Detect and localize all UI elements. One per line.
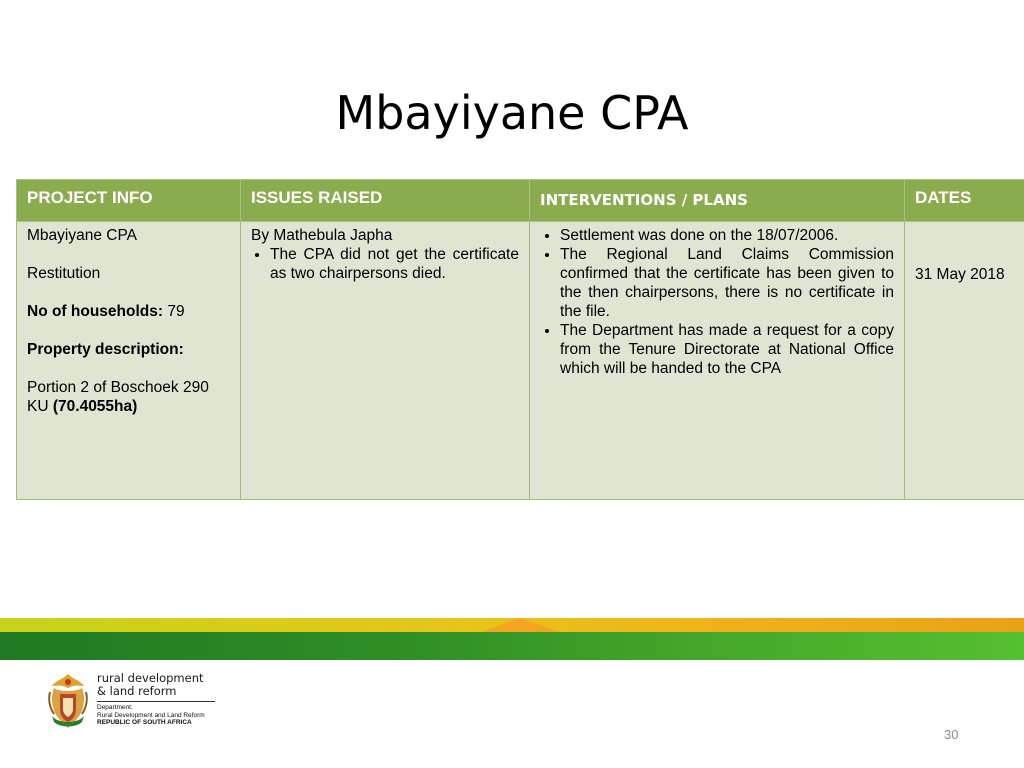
issues-raised-cell [241, 222, 530, 500]
list-item: • The Regional Land Claims Commission confirmed that the certificate has been given to the then chairpersons, there is no certificate in the file. [560, 245, 894, 321]
date-value: 31 May 2018 [915, 265, 1005, 283]
property-value: Portion 2 of Boschoek 290 KU [27, 379, 209, 415]
logo-divider [97, 701, 215, 702]
logo-line1: rural development [97, 671, 204, 685]
property-label: Property description: [27, 341, 184, 358]
header-issues-raised: ISSUES RAISED [241, 180, 530, 222]
property-description [27, 378, 230, 416]
issues-author: By Mathebula Japha [251, 227, 393, 244]
header-interventions: INTERVENTIONS / PLANS [530, 180, 905, 222]
project-info-cell [17, 222, 241, 500]
header-dates: DATES [905, 180, 1024, 222]
header-project-info: PROJECT INFO [17, 180, 241, 222]
project-name: Mbayiyane CPA [27, 227, 137, 244]
issues-list [251, 245, 519, 283]
table-header-row [17, 180, 1024, 222]
dept-name: Rural Development and Land Reform [97, 711, 205, 719]
households-label: No of households: [27, 303, 164, 320]
page-number: 30 [944, 727, 959, 742]
property-area: (70.4055ha) [52, 398, 138, 415]
slide-title: Mbayiyane CPA [335, 86, 689, 140]
interventions-list [540, 226, 894, 378]
table-row [17, 222, 1024, 500]
dept-country: REPUBLIC OF SOUTH AFRICA [97, 719, 192, 726]
department-logo [97, 672, 215, 727]
list-item: • The Department has made a request for a copy from the Tenure Directorate at National Office which will be handed to the CPA [560, 321, 894, 378]
project-table [16, 179, 1024, 500]
footer-band-green [0, 632, 1024, 660]
list-item: • Settlement was done on the 18/07/2006. [560, 226, 894, 245]
dates-cell [905, 222, 1024, 500]
households [27, 302, 230, 321]
logo-line2: & land reform [97, 684, 177, 698]
dept-label: Department: [97, 704, 133, 711]
project-type: Restitution [27, 265, 101, 282]
interventions-cell [530, 222, 905, 500]
list-item: • The CPA did not get the certificate as two chairpersons died. [270, 245, 519, 283]
coat-of-arms-icon [46, 672, 90, 730]
footer-band-peak [480, 618, 560, 632]
households-value: 79 [167, 303, 185, 320]
